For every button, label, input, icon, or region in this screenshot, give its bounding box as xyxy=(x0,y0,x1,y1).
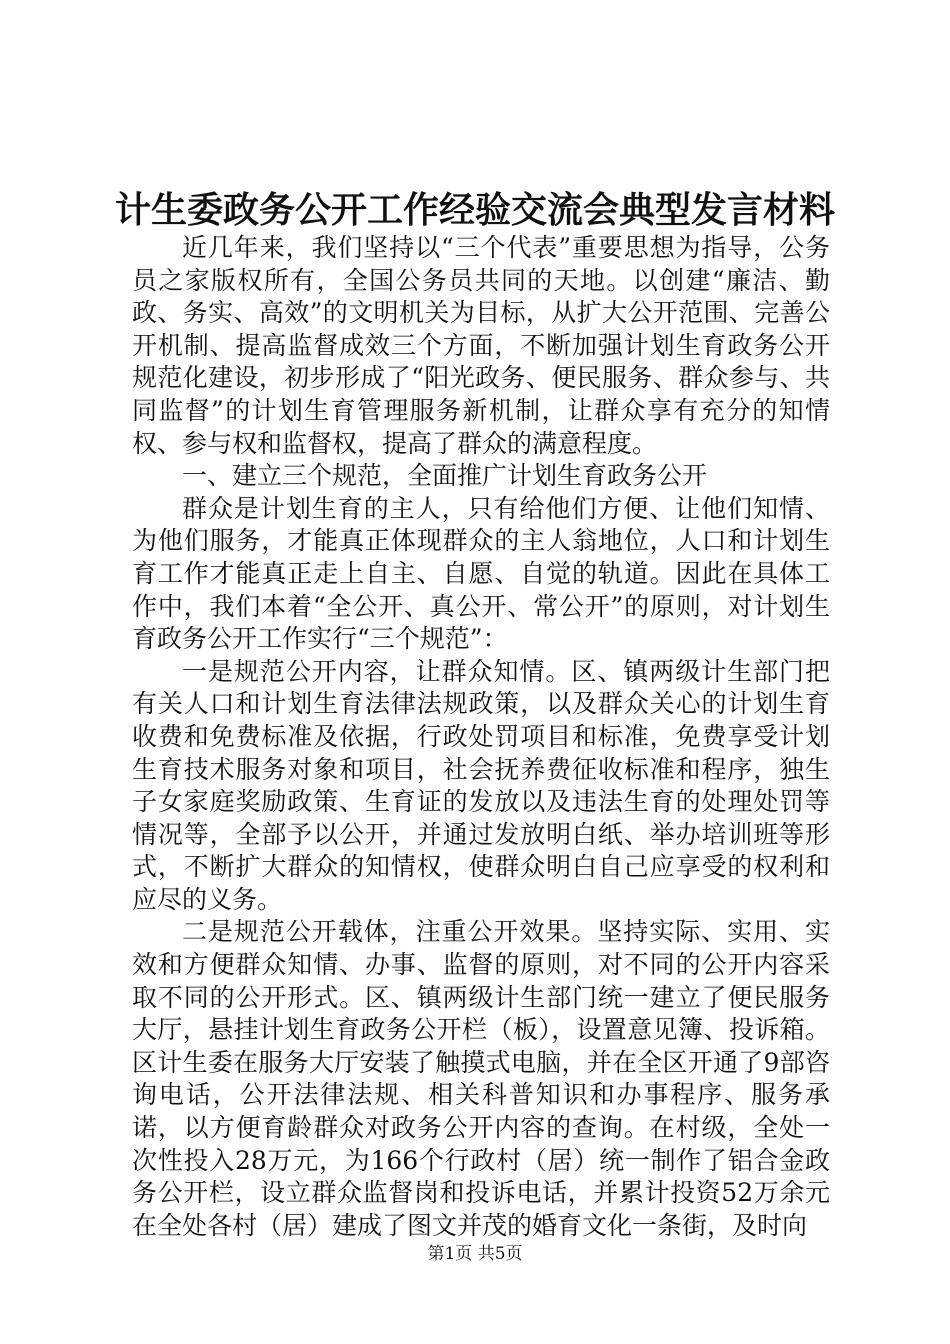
paragraph-section-1-intro: 群众是计划生育的主人，只有给他们方便、让他们知情、为他们服务，才能真正体现群众的主人翁地位，人口和计划生育工作才能真正走上自主、自愿、自觉的轨道。因此在具体工作中，我们本着“全公开、真公开、常公开”的原则，对计划生育政务公开工作实行“三个规范”： xyxy=(132,493,830,654)
paragraph-standard-content: 一是规范公开内容，让群众知情。区、镇两级计生部门把有关人口和计划生育法律法规政策，以及群众关心的计划生育收费和免费标准及依据，行政处罚项目和标准，免费享受计划生育技术服务对象和项目，社会抚养费征收标准和程序，独生子女家庭奖励政策、生育证的发放以及违法生育的处理处罚等情况等，全部予以公开，并通过发放明白纸、举办培训班等形式，不断扩大群众的知情权，使群众明白自己应享受的权利和应尽的义务。 xyxy=(132,656,830,914)
page-footer: 第1页 共5页 xyxy=(427,1244,523,1264)
document-body xyxy=(132,232,830,1242)
paragraph-intro: 近几年来，我们坚持以“三个代表”重要思想为指导，公务员之家版权所有，全国公务员共同的天地。以创建“廉洁、勤政、务实、高效”的文明机关为目标，从扩大公开范围、完善公开机制、提高监督成效三个方面，不断加强计划生育政务公开规范化建设，初步形成了“阳光政务、便民服务、群众参与、共同监督”的计划生育管理服务新机制，让群众享有充分的知情权、参与权和监督权，提高了群众的满意程度。 xyxy=(132,233,830,458)
paragraph-standard-carrier: 二是规范公开载体，注重公开效果。坚持实际、实用、实效和方便群众知情、办事、监督的原则，对不同的公开内容采取不同的公开形式。区、镇两级计生部门统一建立了便民服务大厅，悬挂计划生育政务公开栏（板），设置意见簿、投诉箱。区计生委在服务大厅安装了触摸式电脑，并在全区开通了9部咨询电话，公开法律法规、相关科普知识和办事程序、服务承诺，以方便育龄群众对政务公开内容的查询。在村级，全处一次性投入28万元，为166个行政村（居）统一制作了铝合金政务公开栏，设立群众监督岗和投诉电话，并累计投资52万余元在全处各村（居）建成了图文并茂的婚育文化一条街，及时向 xyxy=(132,917,830,1240)
document-title: 计生委政务公开工作经验交流会典型发言材料 xyxy=(114,189,835,231)
section-heading-1: 一、建立三个规范，全面推广计划生育政务公开 xyxy=(182,461,708,491)
